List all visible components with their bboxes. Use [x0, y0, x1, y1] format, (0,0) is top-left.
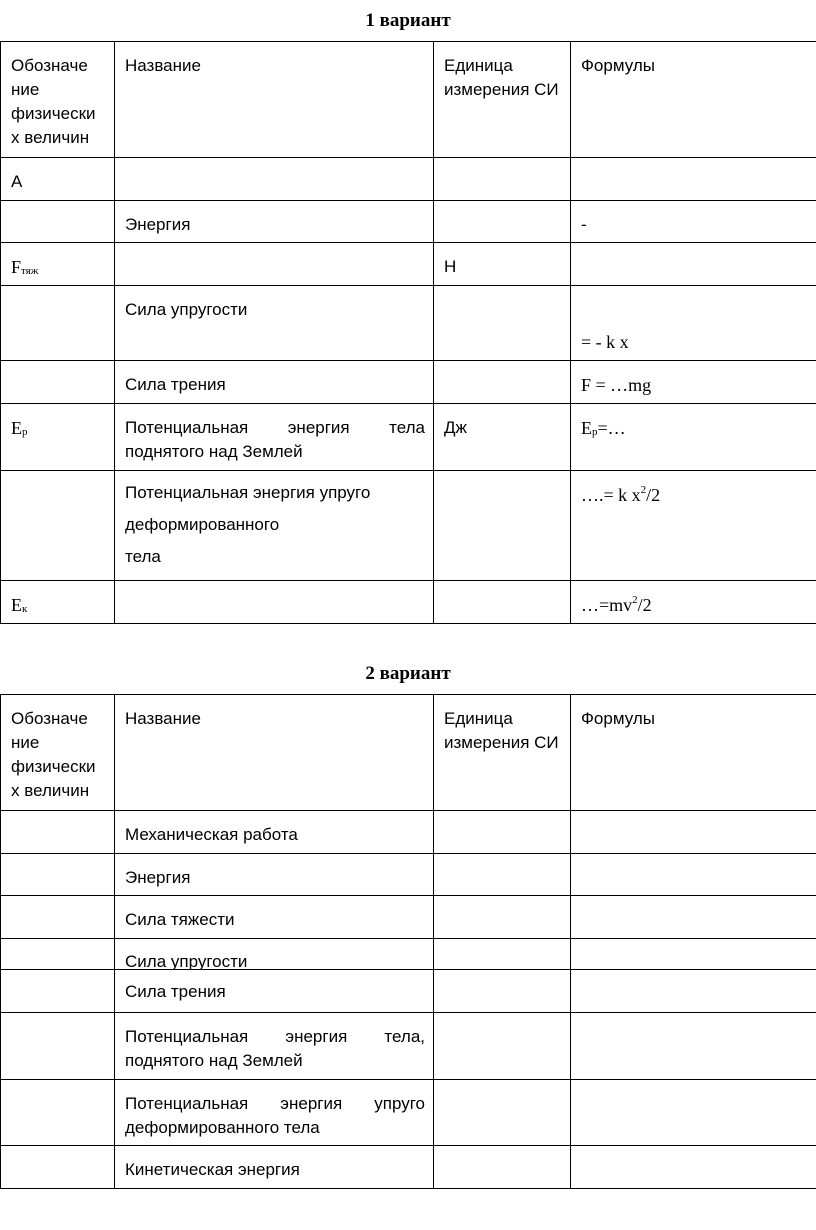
cell-formula: F = …mg — [571, 361, 816, 404]
header-symbol: Обозначе ние физически х величин — [1, 695, 115, 811]
cell-formula — [571, 581, 816, 624]
cell-unit: Дж — [434, 404, 571, 471]
table-row — [1, 201, 816, 243]
variant-2-title: 2 вариант — [365, 663, 451, 684]
cell-formula — [571, 158, 816, 201]
formula-rest: =… — [597, 418, 626, 438]
cell-unit — [434, 939, 571, 970]
table-row — [1, 854, 816, 896]
cell-formula — [571, 1013, 816, 1080]
cell-name: Сила упругости — [115, 286, 434, 361]
formula-main: ….= k x — [581, 485, 641, 505]
cell-symbol — [1, 471, 115, 581]
cell-formula — [571, 939, 816, 970]
cell-unit — [434, 896, 571, 939]
cell-name: Потенциальная энергия упруго деформированного тела — [115, 1080, 434, 1146]
cell-symbol — [1, 811, 115, 854]
table-row — [1, 404, 816, 471]
cell-name: Кинетическая энергия — [115, 1146, 434, 1189]
cell-formula — [571, 243, 816, 286]
cell-formula — [571, 404, 816, 471]
cell-unit — [434, 581, 571, 624]
formula-main: E — [581, 418, 592, 438]
cell-name — [115, 581, 434, 624]
cell-unit — [434, 854, 571, 896]
clipped-name: Сила упругости — [125, 952, 248, 969]
header-formula: Формулы — [571, 42, 816, 158]
variant-1-table — [0, 41, 816, 624]
cell-formula — [571, 811, 816, 854]
formula-main: …=mv — [581, 595, 633, 615]
table-row — [1, 243, 816, 286]
cell-symbol — [1, 581, 115, 624]
cell-name — [115, 471, 434, 581]
name-line: тела — [125, 547, 161, 566]
cell-symbol — [1, 970, 115, 1013]
table-row — [1, 896, 816, 939]
cell-unit — [434, 970, 571, 1013]
cell-unit — [434, 1080, 571, 1146]
symbol-main: E — [11, 418, 22, 438]
header-formula: Формулы — [571, 695, 816, 811]
header-name: Название — [115, 42, 434, 158]
cell-unit — [434, 201, 571, 243]
cell-name: Энергия — [115, 201, 434, 243]
table-row — [1, 1080, 816, 1146]
cell-symbol — [1, 939, 115, 970]
header-unit: Единица измерения СИ — [434, 42, 571, 158]
header-name: Название — [115, 695, 434, 811]
cell-formula: = - k x — [571, 286, 816, 361]
symbol-sub: тяж — [21, 265, 39, 277]
cell-unit — [434, 811, 571, 854]
symbol-sub: к — [22, 603, 28, 615]
cell-name — [115, 939, 434, 970]
cell-name — [115, 158, 434, 201]
cell-name: Сила тяжести — [115, 896, 434, 939]
table-row — [1, 361, 816, 404]
cell-unit — [434, 471, 571, 581]
formula-sup: 2 — [640, 484, 647, 496]
cell-name: Потенциальная энергия тела поднятого над Землей — [115, 404, 434, 471]
cell-formula — [571, 854, 816, 896]
cell-name: Сила трения — [115, 970, 434, 1013]
name-line: деформированного — [125, 515, 280, 534]
cell-formula — [571, 896, 816, 939]
header-symbol: Обозначе ние физически х величин — [1, 42, 115, 158]
cell-symbol — [1, 1146, 115, 1189]
cell-formula — [571, 1080, 816, 1146]
table-header-row — [1, 42, 816, 158]
cell-symbol — [1, 361, 115, 404]
name-line: Потенциальная энергия упруго — [125, 483, 371, 502]
table-row — [1, 1146, 816, 1189]
cell-formula — [571, 970, 816, 1013]
cell-name: Сила трения — [115, 361, 434, 404]
cell-symbol — [1, 896, 115, 939]
cell-unit — [434, 361, 571, 404]
table-row — [1, 939, 816, 970]
cell-formula — [571, 471, 816, 581]
variant-1-title: 1 вариант — [365, 10, 451, 31]
formula-rest: /2 — [646, 485, 661, 505]
table-row — [1, 581, 816, 624]
cell-symbol — [1, 854, 115, 896]
cell-name: Потенциальная энергия тела, поднятого над Землей — [115, 1013, 434, 1080]
cell-symbol — [1, 1080, 115, 1146]
table-row — [1, 286, 816, 361]
table-row — [1, 1013, 816, 1080]
cell-symbol — [1, 404, 115, 471]
header-unit: Единица измерения СИ — [434, 695, 571, 811]
cell-name: Энергия — [115, 854, 434, 896]
cell-unit: Н — [434, 243, 571, 286]
formula-sub: p — [592, 426, 598, 438]
cell-name — [115, 243, 434, 286]
cell-symbol — [1, 286, 115, 361]
cell-name: Механическая работа — [115, 811, 434, 854]
symbol-sub: p — [22, 426, 28, 438]
variant-2-table — [0, 694, 816, 1189]
cell-unit — [434, 286, 571, 361]
cell-formula — [571, 1146, 816, 1189]
table-row — [1, 811, 816, 854]
cell-symbol — [1, 201, 115, 243]
table-row — [1, 471, 816, 581]
formula-sup: 2 — [632, 594, 638, 606]
cell-unit — [434, 158, 571, 201]
table-row — [1, 970, 816, 1013]
table-header-row — [1, 695, 816, 811]
cell-unit — [434, 1146, 571, 1189]
cell-symbol: А — [1, 158, 115, 201]
symbol-main: F — [11, 257, 22, 277]
formula-rest: /2 — [637, 595, 652, 615]
cell-unit — [434, 1013, 571, 1080]
cell-symbol — [1, 1013, 115, 1080]
cell-formula: - — [571, 201, 816, 243]
table-row — [1, 158, 816, 201]
cell-symbol — [1, 243, 115, 286]
symbol-main: E — [11, 595, 22, 615]
